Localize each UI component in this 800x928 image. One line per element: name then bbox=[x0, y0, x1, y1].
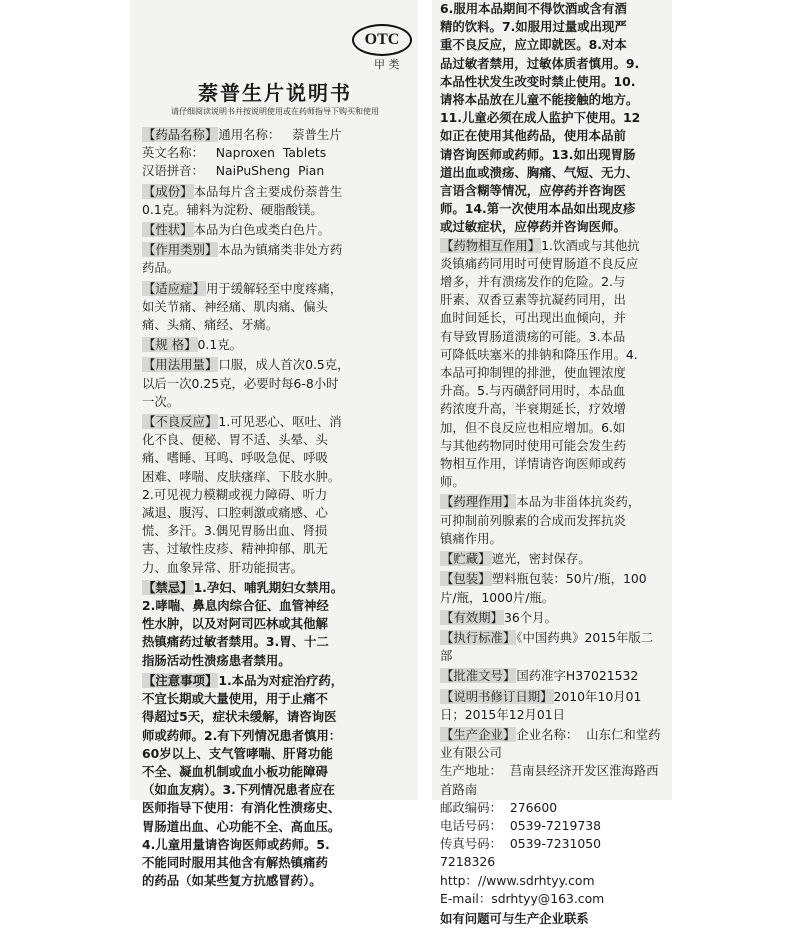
section-text: 1.孕妇、哺乳期妇女禁用。 bbox=[193, 579, 344, 595]
section-line bbox=[440, 255, 664, 273]
section-heading: 【性状】 bbox=[143, 222, 193, 238]
section-text: 用于缓解轻至中度疼痛， bbox=[205, 280, 343, 296]
section-line bbox=[440, 237, 664, 255]
section-line bbox=[142, 727, 408, 745]
section-text: 化不良、便秘、胃不适、头晕、头 bbox=[142, 432, 328, 448]
section-heading: 【注意事项】 bbox=[143, 672, 218, 688]
section-heading: 【执行标准】 bbox=[441, 629, 516, 645]
section-text: 减退、腹泻、口腔刺激或痛感、心 bbox=[142, 505, 328, 521]
section-text: 传真号码： 0539-7231050 7218326 bbox=[440, 836, 609, 870]
section-line bbox=[142, 259, 408, 277]
section-text: 电话号码： 0539-7219738 bbox=[440, 817, 602, 833]
section-line bbox=[440, 493, 664, 511]
section-line bbox=[440, 328, 664, 346]
section-line bbox=[440, 570, 664, 588]
section-text: 痛、头痛、痛经、牙痛。 bbox=[142, 317, 279, 333]
section-text: 有导致胃肠道溃疡的可能。3.本品 bbox=[440, 328, 626, 344]
section-line bbox=[142, 468, 408, 486]
section-heading: 【贮藏】 bbox=[441, 551, 491, 567]
section-text: 困难、哮喘、皮肤瘙痒、下肢水肿。 bbox=[142, 468, 341, 484]
section-heading: 【成份】 bbox=[143, 183, 193, 199]
section-heading: 【不良反应】 bbox=[143, 414, 218, 430]
section-text: 1.可见恶心、呕吐、消 bbox=[218, 414, 342, 430]
section-text: 一次。 bbox=[142, 393, 180, 409]
section-text: 增多，并有溃疡发作的危险。2.与 bbox=[440, 274, 626, 290]
section-text: 如关节痛、神经痛、肌肉痛、偏头 bbox=[142, 298, 328, 314]
section-text: 血时间延长，可出现出血倾向，并 bbox=[440, 310, 626, 326]
section-line: 道出血或溃疡、胸痛、气短、无力、 bbox=[440, 164, 639, 180]
section-line bbox=[440, 762, 664, 798]
section-line bbox=[142, 597, 408, 615]
section-line: 请咨询医师或药师。13.如出现胃肠 bbox=[440, 146, 636, 162]
section-heading: 【用法用量】 bbox=[143, 357, 218, 373]
section-line bbox=[142, 559, 408, 577]
section-line bbox=[142, 298, 408, 316]
section-line bbox=[142, 872, 408, 890]
otc-class-label: 甲 类 bbox=[374, 58, 400, 71]
section-text: 师。 bbox=[440, 474, 465, 490]
section-text: 师或药师。2.有下列情况患者慎用： bbox=[142, 727, 342, 743]
section-line bbox=[440, 437, 664, 455]
section-line bbox=[440, 419, 664, 437]
section-text: 生产地址： 莒南县经济开发区淮海路西首路南 bbox=[440, 763, 659, 797]
leaflet-right-column bbox=[432, 0, 672, 926]
section-line bbox=[142, 486, 408, 504]
section-line bbox=[440, 835, 664, 871]
section-text: 害、过敏性皮疹、精神抑郁、肌无 bbox=[142, 541, 328, 557]
section-text: 药浓度升高，半衰期延长，疗效增 bbox=[440, 401, 626, 417]
section-line bbox=[142, 201, 408, 219]
page-margin-left bbox=[0, 0, 130, 800]
section-line bbox=[142, 799, 408, 817]
leaflet-section bbox=[142, 183, 408, 219]
section-line bbox=[142, 504, 408, 522]
section-text: 0.1克。辅料为淀粉、硬脂酸镁。 bbox=[142, 201, 323, 217]
section-line bbox=[142, 126, 408, 144]
section-text: 通用名称： 萘普生片 bbox=[218, 127, 342, 142]
section-line bbox=[142, 221, 408, 239]
section-heading: 【生产企业】 bbox=[441, 726, 516, 742]
section-line bbox=[440, 273, 664, 291]
left-sections bbox=[142, 126, 408, 890]
leaflet-section bbox=[142, 356, 408, 411]
section-heading: 【作用类别】 bbox=[143, 242, 218, 258]
section-line bbox=[142, 540, 408, 558]
leaflet-section bbox=[142, 126, 408, 181]
section-heading: 【药物相互作用】 bbox=[441, 237, 541, 253]
leaflet-section bbox=[142, 336, 408, 354]
section-line bbox=[142, 316, 408, 334]
section-line bbox=[440, 291, 664, 309]
section-text: 36个月。 bbox=[503, 609, 557, 625]
section-text: 本品为非甾体抗炎药， bbox=[516, 494, 641, 510]
section-text: 得超过5天，症状未缓解，请咨询医 bbox=[142, 709, 337, 725]
section-line: 精的饮料。7.如服用过量或出现严 bbox=[440, 19, 627, 35]
section-text: 本品可抑制锂的排泄，使血锂浓度 bbox=[440, 365, 626, 381]
leaflet-section bbox=[440, 550, 664, 568]
contact-footer: 如有问题可与生产企业联系 bbox=[440, 910, 589, 926]
leaflet-section bbox=[440, 629, 664, 665]
section-line bbox=[142, 280, 408, 298]
leaflet-section bbox=[142, 221, 408, 239]
section-line bbox=[440, 629, 664, 665]
section-line: 11.儿童必须在成人监护下使用。12 bbox=[440, 110, 641, 126]
section-line: 师。14.第一次使用本品如出现皮疹 bbox=[440, 201, 636, 217]
section-heading: 【规 格】 bbox=[143, 337, 197, 353]
section-text: 1.本品为对症治疗药， bbox=[218, 672, 344, 688]
section-line: 品过敏者禁用，过敏体质者慎用。9. bbox=[440, 55, 640, 71]
column-gutter bbox=[418, 0, 432, 800]
section-text: 胃肠道出血、心功能不全、高血压。 bbox=[142, 818, 341, 834]
section-line bbox=[440, 473, 664, 491]
section-text: 本品为白色或类白色片。 bbox=[193, 222, 330, 238]
section-line bbox=[142, 393, 408, 411]
section-text: 0.1克。 bbox=[197, 337, 243, 353]
section-line bbox=[440, 530, 664, 548]
section-text: 4.儿童用量请咨询医师或药师。5. bbox=[142, 836, 330, 852]
section-text: 英文名称： Naproxen Tablets bbox=[142, 145, 327, 161]
section-heading: 【批准文号】 bbox=[441, 668, 516, 684]
section-text: 口服，成人首次0.5克， bbox=[218, 357, 350, 373]
section-line bbox=[440, 667, 664, 685]
leaflet-section bbox=[440, 688, 664, 724]
section-text: 的药品（如某些复方抗感冒药）。 bbox=[142, 873, 322, 889]
section-line bbox=[142, 836, 408, 854]
section-line bbox=[142, 690, 408, 708]
leaflet-title: 萘普生片说明书 bbox=[198, 81, 352, 105]
right-sections bbox=[440, 237, 664, 908]
section-text: E-mail：sdrhtyy@163.com bbox=[440, 890, 605, 906]
section-line bbox=[142, 431, 408, 449]
leaflet-section bbox=[142, 672, 408, 890]
section-line bbox=[440, 400, 664, 418]
section-text: 遮光，密封保存。 bbox=[491, 551, 591, 567]
section-line bbox=[142, 375, 408, 393]
section-line: 或过敏症状，应停药并咨询医师。 bbox=[440, 219, 626, 235]
section-line: 重不良反应，应立即就医。8.对本 bbox=[440, 37, 627, 53]
section-text: 片/瓶，1000片/瓶。 bbox=[440, 589, 555, 605]
section-line bbox=[440, 799, 664, 817]
section-text: 塑料瓶包装：50片/瓶，100 bbox=[491, 571, 647, 587]
leaflet-section bbox=[440, 493, 664, 548]
section-line bbox=[142, 672, 408, 690]
section-line bbox=[142, 356, 408, 374]
leaflet-section bbox=[440, 570, 664, 606]
section-text: 性水肿，以及对阿司匹林或其他解 bbox=[142, 616, 328, 632]
section-heading: 【有效期】 bbox=[441, 609, 503, 625]
section-line bbox=[440, 550, 664, 568]
section-text: 本品每片含主要成份萘普生 bbox=[193, 183, 343, 199]
section-line: 如正在使用其他药品，使用本品前 bbox=[440, 128, 626, 144]
section-line bbox=[142, 615, 408, 633]
section-text: 力、血象异常、肝功能损害。 bbox=[142, 559, 304, 575]
section-line bbox=[142, 241, 408, 259]
section-text: 物相互作用，详情请咨询医师或药 bbox=[440, 456, 626, 472]
section-text: http：//www.sdrhtyy.com bbox=[440, 872, 595, 888]
section-line bbox=[142, 708, 408, 726]
leaflet-left-column bbox=[130, 0, 418, 889]
section-text: 指肠活动性溃疡患者禁用。 bbox=[142, 652, 291, 668]
section-text: 热镇痛药过敏者禁用。3.胃、十二 bbox=[142, 634, 329, 650]
section-text: 痛、嗜睡、耳鸣、呼吸急促、呼吸 bbox=[142, 450, 328, 466]
section-line bbox=[142, 781, 408, 799]
section-text: 本品为镇痛类非处方药 bbox=[218, 242, 343, 258]
header-top bbox=[142, 6, 408, 71]
section-line bbox=[142, 162, 408, 180]
section-text: 可抑制前列腺素的合成而发挥抗炎 bbox=[440, 512, 626, 528]
section-text: 肝素、双香豆素等抗凝药同用，出 bbox=[440, 292, 626, 308]
precautions-continued bbox=[440, 0, 664, 237]
leaflet-section bbox=[440, 237, 664, 492]
section-text: 药品。 bbox=[142, 260, 180, 276]
section-line bbox=[440, 609, 664, 627]
section-line bbox=[142, 144, 408, 162]
section-line bbox=[440, 589, 664, 607]
section-line bbox=[440, 872, 664, 890]
section-line bbox=[440, 890, 664, 908]
section-line bbox=[440, 382, 664, 400]
section-text: 2.哮喘、鼻息肉综合征、血管神经 bbox=[142, 598, 329, 614]
section-heading: 【包装】 bbox=[441, 571, 491, 587]
section-text: 升高。5.与丙磺舒同用时，本品血 bbox=[440, 383, 626, 399]
otc-logo: OTC bbox=[352, 24, 412, 56]
section-text: 不能同时服用其他含有解热镇痛药 bbox=[142, 854, 328, 870]
section-text: 可降低呋塞米的排钠和降压作用。4. bbox=[440, 346, 638, 362]
leaflet-section bbox=[440, 667, 664, 685]
leaflet-section bbox=[142, 241, 408, 277]
section-heading: 【适应症】 bbox=[143, 280, 205, 296]
leaflet-section bbox=[142, 280, 408, 335]
section-line bbox=[440, 726, 664, 762]
section-text: 60岁以上、支气管哮喘、肝肾功能 bbox=[142, 745, 333, 761]
section-line bbox=[440, 688, 664, 724]
leaflet-section bbox=[142, 413, 408, 577]
section-line bbox=[142, 854, 408, 872]
section-text: 慌、多汗。3.偶见胃肠出血、肾损 bbox=[142, 523, 328, 539]
section-line: 6.服用本品期间不得饮酒或含有酒 bbox=[440, 1, 627, 16]
section-line bbox=[440, 346, 664, 364]
section-text: 不全、凝血机制或血小板功能障碍 bbox=[142, 763, 328, 779]
section-line bbox=[142, 633, 408, 651]
section-heading: 【禁忌】 bbox=[143, 579, 193, 595]
section-line bbox=[142, 336, 408, 354]
usage-note: 请仔细阅读说明书并按说明使用或在药师指导下购买和使用 bbox=[171, 107, 379, 116]
leaflet-section bbox=[142, 579, 408, 670]
section-line bbox=[142, 818, 408, 836]
section-line bbox=[440, 309, 664, 327]
leaflet-section bbox=[440, 726, 664, 908]
section-text: 炎镇痛药同用时可使胃肠道不良反应 bbox=[440, 255, 639, 271]
section-line bbox=[142, 652, 408, 670]
section-heading: 【说明书修订日期】 bbox=[441, 688, 553, 704]
section-line bbox=[142, 579, 408, 597]
section-text: （如血友病）。3.下列情况患者应在 bbox=[142, 782, 335, 798]
section-text: 2010年10月01日；2015年12月01日 bbox=[440, 688, 642, 722]
section-line bbox=[440, 364, 664, 382]
section-text: 汉语拼音： NaiPuSheng Pian bbox=[142, 163, 325, 179]
section-line bbox=[142, 413, 408, 431]
section-line bbox=[142, 522, 408, 540]
section-text: 《中国药典》2015年版二部 bbox=[440, 629, 654, 664]
section-text: 以后一次0.25克，必要时每6-8小时 bbox=[142, 375, 339, 391]
section-line bbox=[142, 745, 408, 763]
section-line bbox=[142, 763, 408, 781]
section-text: 国药准字H37021532 bbox=[516, 668, 639, 684]
section-text: 镇痛作用。 bbox=[440, 530, 502, 546]
section-text: 1.饮酒或与其他抗 bbox=[541, 237, 640, 253]
section-text: 企业名称： 山东仁和堂药业有限公司 bbox=[440, 726, 661, 761]
section-text: 与其他药物同时使用可能会发生药 bbox=[440, 437, 626, 453]
section-text: 不宜长期或大量使用，用于止痛不 bbox=[142, 691, 328, 707]
section-text: 医师指导下使用：有消化性溃疡史、 bbox=[142, 800, 341, 816]
section-text: 加，但不良反应也相应增加。6.如 bbox=[440, 419, 626, 435]
section-text: 2.可见视力模糊或视力障碍、听力 bbox=[142, 486, 328, 502]
section-line: 本品性状发生改变时禁止使用。10. bbox=[440, 73, 636, 89]
section-line bbox=[440, 817, 664, 835]
section-line bbox=[142, 183, 408, 201]
section-text: 邮政编码： 276600 bbox=[440, 799, 558, 815]
section-line bbox=[142, 449, 408, 467]
section-line: 请将本品放在儿童不能接触的地方。 bbox=[440, 92, 639, 108]
leaflet-section bbox=[440, 609, 664, 627]
section-line bbox=[440, 455, 664, 473]
section-heading: 【药理作用】 bbox=[441, 494, 516, 510]
section-line bbox=[440, 512, 664, 530]
section-heading: 【药品名称】 bbox=[143, 127, 218, 142]
section-line: 言语含糊等情况，应停药并咨询医 bbox=[440, 183, 626, 199]
